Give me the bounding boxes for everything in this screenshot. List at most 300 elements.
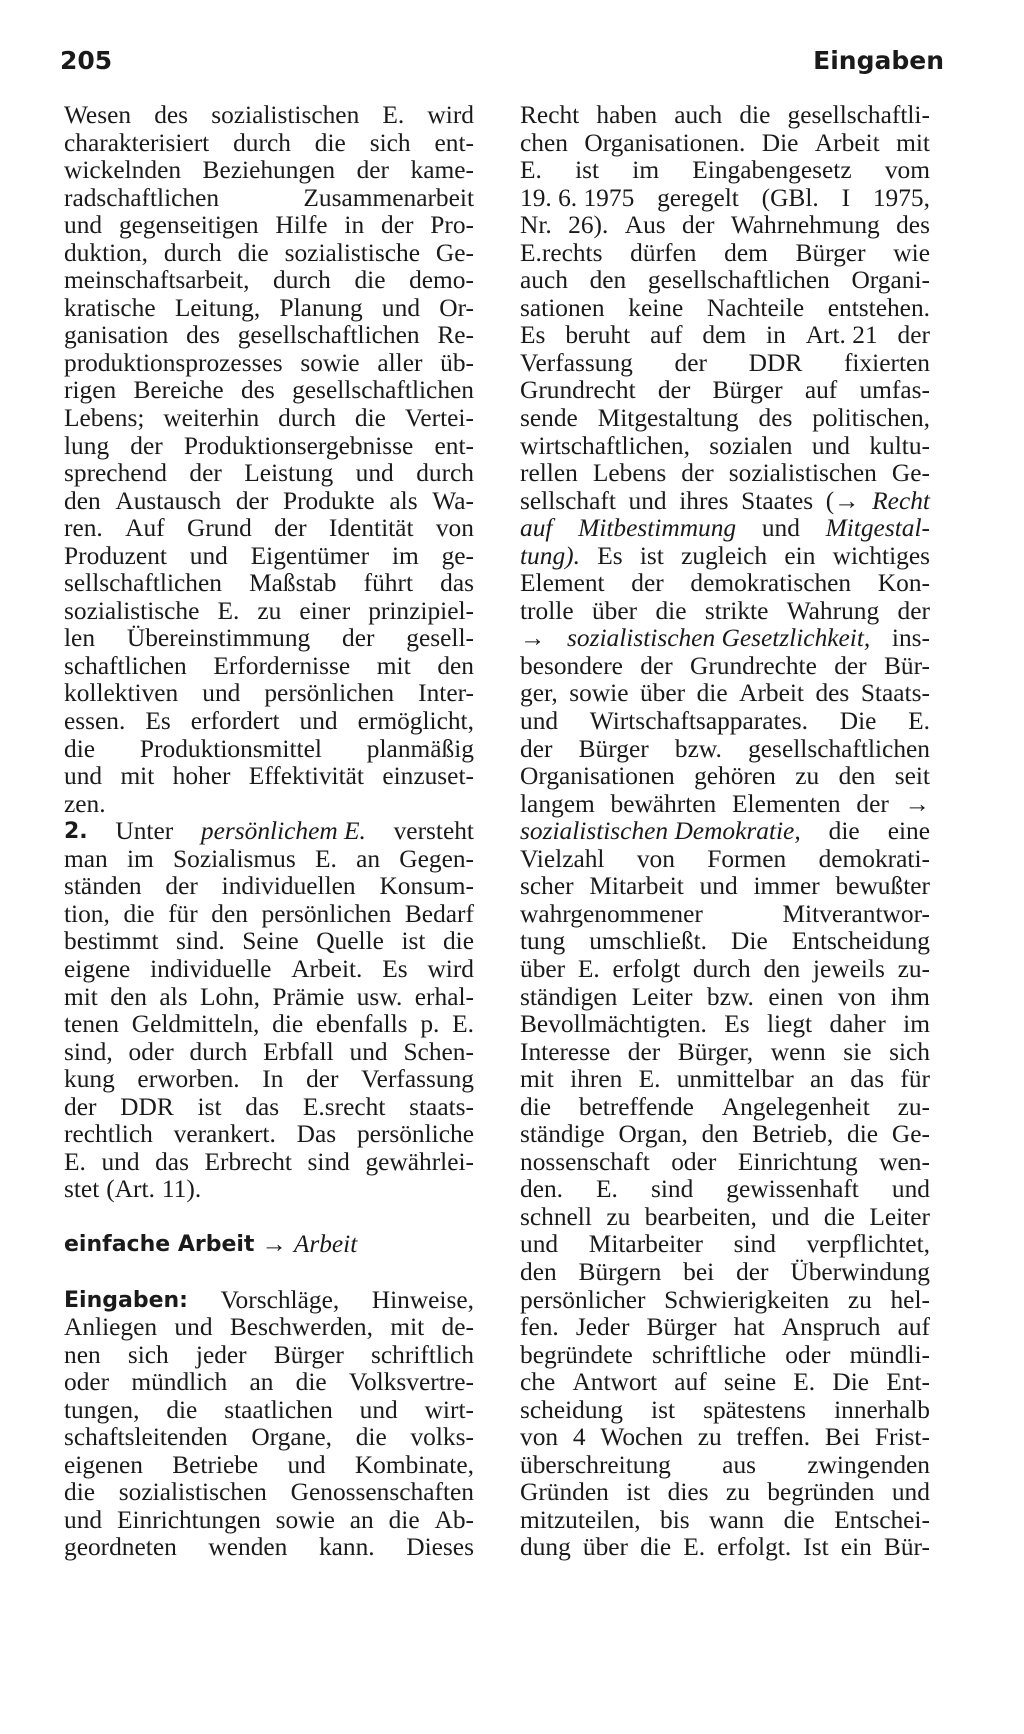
text-word: Inter- [418, 679, 474, 708]
text-word: der [381, 211, 414, 240]
text-line [64, 1066, 474, 1094]
text-word: sozialistischen [728, 459, 877, 488]
text-word: gesellschaftlichen [237, 321, 420, 350]
text-word: umschließt. [589, 927, 707, 956]
text-word: E.srecht [302, 1092, 386, 1121]
text-line [520, 598, 930, 626]
text-word: den [110, 982, 147, 1011]
text-word: Arbeit [814, 128, 880, 157]
text-word: von [520, 1423, 559, 1452]
text-word: durch [233, 128, 291, 157]
text-word: sationen [520, 293, 605, 322]
text-word: und [64, 762, 103, 791]
text-word: beruht [565, 321, 631, 350]
text-word: Ge- [891, 459, 930, 488]
text-word: die [640, 1533, 672, 1562]
text-word: Leiter [631, 982, 693, 1011]
text-line [64, 405, 474, 433]
text-word: für [168, 899, 198, 928]
text-word: usw. [356, 982, 403, 1011]
text-word: (GBl. [761, 183, 819, 212]
text-word: kultu- [869, 431, 930, 460]
text-word: des [240, 376, 275, 405]
text-word: sowie [300, 348, 360, 377]
text-line [520, 818, 930, 846]
text-word: Staats- [860, 679, 930, 708]
text-word: prinzipiel- [368, 596, 474, 625]
text-word: tung). [520, 541, 580, 570]
text-word: gesellschaftlichen [647, 266, 830, 295]
text-word: ermöglicht, [357, 707, 474, 736]
text-word: schnell [520, 1202, 592, 1231]
text-word: der [674, 348, 707, 377]
text-word: Die [761, 128, 799, 157]
text-word: sellschaft [520, 486, 616, 515]
text-line [520, 350, 930, 378]
text-word: ren. [64, 514, 103, 543]
text-word: Elementen [732, 789, 841, 818]
text-word: persönlichen [261, 899, 392, 928]
text-word: Nachteile [706, 293, 805, 322]
text-word: Zusammenarbeit [303, 183, 474, 212]
text-word: Mitgestaltung [597, 404, 739, 433]
text-word: umfas- [859, 376, 930, 405]
text-word: Lebens; [64, 404, 145, 433]
text-word: Es [382, 954, 408, 983]
text-word: sozialistische [64, 596, 200, 625]
text-line [64, 295, 474, 323]
text-word: durch [189, 1037, 248, 1066]
text-word: Unter [115, 817, 174, 846]
text-word: Verfassung [520, 348, 633, 377]
text-word: haben [596, 101, 658, 129]
text-line [520, 570, 930, 598]
text-word: fen. [520, 1313, 559, 1342]
text-word: Überwindung [790, 1257, 930, 1286]
text-word: essen. [64, 707, 126, 736]
text-word: Effektivität [248, 762, 364, 791]
text-word: stet [64, 1175, 100, 1204]
text-word: tungen, [64, 1395, 140, 1424]
text-word: Organ, [618, 1120, 688, 1149]
text-word: Einrichtung [737, 1147, 858, 1176]
text-line [520, 1452, 930, 1480]
text-word: wirt- [424, 1395, 474, 1424]
text-word: ihm [890, 982, 930, 1011]
text-word: lung [64, 431, 110, 460]
text-word: Jeder [575, 1313, 630, 1342]
text-word: sind [307, 1147, 350, 1176]
text-line [520, 1507, 930, 1535]
text-word: ständigen [520, 982, 618, 1011]
text-word: Arbeit [739, 679, 804, 708]
text-word: E. [638, 1065, 661, 1094]
text-word: auf [897, 1313, 930, 1342]
text-line [520, 1176, 930, 1204]
text-line [64, 1369, 474, 1397]
text-line [520, 1397, 930, 1425]
text-line [520, 736, 930, 764]
text-line [64, 1176, 474, 1204]
text-word: mit [390, 1313, 425, 1342]
text-word: Produkte [282, 486, 375, 515]
text-line [520, 1149, 930, 1177]
text-line [64, 736, 474, 764]
text-word: Grundrechte [689, 651, 817, 680]
text-line [64, 185, 474, 213]
text-word: seit [894, 762, 930, 791]
text-word: Nr. [520, 211, 552, 240]
text-word: zu [725, 1478, 750, 1507]
text-word: Entscheidung [791, 927, 930, 956]
text-word: Bürger [273, 1340, 344, 1369]
text-word: in [344, 211, 365, 240]
text-word: den [763, 954, 801, 983]
text-word: ist [401, 927, 426, 956]
text-word: Gegen- [399, 844, 474, 873]
text-word: und [811, 431, 850, 460]
text-word: Arbeit [293, 1230, 358, 1259]
text-word: Eigentümer [250, 541, 370, 570]
text-word: charakterisiert [64, 128, 210, 157]
text-word: Kombinate, [354, 1450, 474, 1479]
text-word: und [101, 1147, 140, 1176]
text-word: und [299, 707, 338, 736]
text-word: Leiter [869, 1202, 930, 1231]
text-word: führt [363, 569, 413, 598]
text-word: Gründen [520, 1478, 609, 1507]
text-word: spätestens [703, 1395, 807, 1424]
text-word: Anliegen [64, 1313, 158, 1342]
text-word: Die [832, 1368, 870, 1397]
text-word: erfolgt. [717, 1533, 792, 1562]
text-word: von [435, 514, 474, 543]
text-word: der [274, 514, 307, 543]
text-word: und [64, 1505, 103, 1534]
text-word: E. [908, 707, 930, 736]
text-word: E. [452, 1010, 474, 1039]
text-word: des [186, 321, 220, 350]
text-word: immer [753, 872, 820, 901]
text-line [520, 377, 930, 405]
text-word: die [442, 927, 474, 956]
text-word: individuellen [221, 872, 356, 901]
text-word: die [388, 1505, 420, 1534]
text-line [520, 901, 930, 929]
text-word: durch [692, 954, 751, 983]
text-word: wirtschaftlichen, [520, 431, 690, 460]
text-word: von [837, 982, 876, 1011]
text-word: auf [804, 376, 838, 405]
text-word: Ge- [435, 238, 474, 267]
text-line [520, 433, 930, 461]
text-line [64, 157, 474, 185]
text-word: im [391, 541, 419, 570]
text-word: die [166, 1395, 198, 1424]
text-word: über [582, 1533, 628, 1562]
text-word: → [520, 624, 546, 653]
text-word: Wochen [600, 1423, 683, 1452]
text-line [64, 1479, 474, 1507]
text-word: oder [785, 1340, 831, 1369]
text-word: erfordert [190, 707, 280, 736]
text-word: Quelle [316, 927, 384, 956]
text-word: die [739, 101, 771, 129]
text-word: über [591, 596, 638, 625]
text-line [520, 240, 930, 268]
text-word: Maßstab [249, 569, 337, 598]
text-word: oder [671, 1147, 717, 1176]
text-word: auf [520, 514, 553, 543]
text-word: 19. 6. 1975 [520, 183, 635, 212]
text-word: Bürgern [578, 1257, 662, 1286]
text-word: die [272, 1010, 304, 1039]
text-word: dies [667, 1478, 709, 1507]
text-word: die [354, 404, 386, 433]
text-line [520, 1287, 930, 1315]
text-word: und [64, 211, 103, 240]
text-word: Es [724, 1010, 750, 1039]
text-word: Es [520, 321, 546, 350]
text-word: mit [120, 762, 155, 791]
text-line [520, 543, 930, 571]
text-word: Mitbestimmung [578, 514, 737, 543]
text-word: Erbfall [263, 1037, 334, 1066]
text-word: schaftlichen [64, 651, 187, 680]
text-word: bewährten [610, 789, 717, 818]
text-word: die [828, 817, 860, 846]
text-word: 2. [64, 819, 88, 845]
text-word: der [520, 734, 553, 763]
text-word: nen [64, 1340, 101, 1369]
text-word: sich [889, 1037, 930, 1066]
text-word: der [356, 156, 390, 185]
text-word: bearbeiten, [644, 1202, 757, 1231]
text-word: DDR [748, 348, 803, 377]
text-word: des [758, 404, 793, 433]
text-word: duktion, [64, 238, 148, 267]
text-word: scheidung [520, 1395, 623, 1424]
text-word: ständige [520, 1120, 605, 1149]
text-word: und [189, 541, 228, 570]
text-word: sowie [569, 679, 629, 708]
text-word: erhal- [414, 982, 474, 1011]
text-word: an [356, 844, 381, 873]
text-word: Bürger, [677, 1037, 754, 1066]
text-line [64, 763, 474, 791]
text-word: die [696, 679, 728, 708]
text-word: an [810, 1065, 834, 1094]
text-word: Seine [242, 927, 299, 956]
text-word: wird [427, 954, 474, 983]
text-word: liegt [766, 1010, 813, 1039]
text-line [64, 488, 474, 516]
text-word: von [636, 844, 675, 873]
text-word: und [761, 514, 800, 543]
text-line [64, 130, 474, 158]
text-word: sozialistischen Gesetzlichkeit, [567, 624, 871, 653]
text-word: und [891, 1175, 930, 1204]
text-word: gegenseitigen [118, 211, 259, 240]
text-word: mit [520, 1065, 554, 1094]
text-word: ständen [64, 872, 142, 901]
text-line [520, 873, 930, 901]
text-word: über [520, 954, 566, 983]
text-word: (Art. [106, 1175, 155, 1204]
text-word: trolle [520, 596, 574, 625]
text-word: radschaftlichen [64, 183, 220, 212]
text-word: volks- [410, 1423, 474, 1452]
text-word: an [349, 1505, 374, 1534]
text-word: Beziehungen [202, 156, 336, 185]
text-line [64, 570, 474, 598]
text-word: sie [843, 1037, 872, 1066]
text-word: zu [847, 1285, 872, 1314]
text-word: der [897, 321, 930, 350]
text-word: üb- [440, 348, 474, 377]
text-word: ganisation [64, 321, 169, 350]
text-word: Bür- [883, 1533, 930, 1562]
text-word: die [237, 238, 269, 267]
text-word: sozialistischen [118, 1478, 267, 1507]
text-word: vom [884, 156, 930, 185]
text-word: die [655, 596, 687, 625]
text-word: das [245, 1092, 280, 1121]
text-word: Betriebe [172, 1450, 259, 1479]
text-word: tenen [64, 1010, 119, 1039]
text-word: und [359, 1395, 398, 1424]
text-word: wahrgenommener [520, 899, 703, 928]
text-word: einer [299, 596, 351, 625]
text-word: demokratischen [690, 569, 852, 598]
text-word: Das [296, 1120, 337, 1149]
text-word: Übereinstimmung [126, 624, 311, 653]
text-word: langem [520, 789, 595, 818]
text-word: der [640, 651, 673, 680]
text-word: persönliche [356, 1120, 474, 1149]
text-word: produktionsprozesses [64, 348, 283, 377]
paragraph-gap [64, 1204, 474, 1232]
text-word: treffen. [736, 1423, 811, 1452]
text-word: → [904, 789, 930, 818]
text-word: und [287, 1450, 326, 1479]
text-word: E. [793, 1368, 816, 1397]
text-word: auf [674, 1368, 707, 1397]
text-line [520, 1369, 930, 1397]
text-word: p. [420, 1010, 440, 1039]
text-line [520, 956, 930, 984]
text-word: Re- [437, 321, 474, 350]
text-line [64, 460, 474, 488]
text-line [64, 212, 474, 240]
text-word: Wa- [432, 486, 474, 515]
text-word: bzw. [706, 982, 754, 1011]
text-word: Arbeit. [291, 954, 363, 983]
text-word: Sozialismus [173, 844, 296, 873]
text-word: In [262, 1065, 284, 1094]
text-word: Eingaben: [64, 1287, 188, 1313]
text-word: 11). [161, 1175, 202, 1204]
text-word: Bürger [646, 1313, 717, 1342]
text-word: scher [520, 872, 574, 901]
text-word: sind [650, 1175, 694, 1204]
text-line [64, 1094, 474, 1122]
text-line [520, 680, 930, 708]
text-word: Identität [328, 514, 414, 543]
text-word: eigene [64, 954, 131, 983]
text-word: Dieses [406, 1533, 474, 1562]
text-line [64, 625, 474, 653]
text-word: zu [257, 596, 282, 625]
text-word: Eingabengesetz [692, 156, 852, 185]
text-word: der [682, 211, 715, 240]
text-word: wichtiges [832, 541, 930, 570]
text-line [520, 460, 930, 488]
text-word: der [235, 486, 269, 515]
text-word: Erfordernisse [213, 651, 351, 680]
text-word: tung [520, 927, 566, 956]
text-word: auf [650, 321, 683, 350]
text-word: rigen [64, 376, 117, 405]
text-line [64, 1342, 474, 1370]
text-word: gesellschaftlichen [292, 376, 474, 405]
text-word: begründen [767, 1478, 875, 1507]
text-word: Bei [824, 1423, 861, 1452]
text-word: der [631, 569, 664, 598]
text-word: den. [520, 1175, 564, 1204]
text-word: → [261, 1230, 287, 1259]
text-word: Ist [803, 1533, 829, 1562]
text-word: Schwierigkeiten [664, 1285, 830, 1314]
text-word: dem [724, 238, 768, 267]
text-word: ein [840, 1533, 872, 1562]
text-word: im [903, 1010, 930, 1039]
text-word: Lebens [592, 459, 667, 488]
text-word: und [174, 1313, 213, 1342]
text-word: bewußter [835, 872, 930, 901]
text-word: verpflichtet, [806, 1230, 930, 1259]
text-word: erfolgt [612, 954, 681, 983]
text-word: einen [768, 982, 824, 1011]
text-line [520, 1231, 930, 1259]
text-word: Bür- [883, 651, 930, 680]
text-line [520, 1204, 930, 1232]
text-word: schriftlich [371, 1340, 474, 1369]
text-word: demo- [409, 266, 474, 295]
page-number: 205 [60, 46, 113, 75]
text-word: len [64, 624, 96, 653]
text-word: in [766, 321, 786, 350]
text-word: sende [520, 404, 578, 433]
text-word: die [823, 1202, 855, 1231]
text-line [520, 1479, 930, 1507]
text-word: gehören [694, 762, 776, 791]
text-line [64, 543, 474, 571]
text-word: Mitgestal- [825, 514, 930, 543]
text-word: hat [733, 1313, 765, 1342]
text-word: die [520, 1092, 552, 1121]
text-word: gesellschaftlichen [748, 734, 930, 763]
text-line [520, 1424, 930, 1452]
text-word: Grundrecht [520, 376, 636, 405]
text-word: der [306, 1065, 339, 1094]
text-word: ist [651, 1395, 676, 1424]
text-word: E. [314, 844, 337, 873]
text-line [520, 846, 930, 874]
text-word: den [437, 651, 474, 680]
text-line [64, 240, 474, 268]
text-word: für [900, 1065, 930, 1094]
